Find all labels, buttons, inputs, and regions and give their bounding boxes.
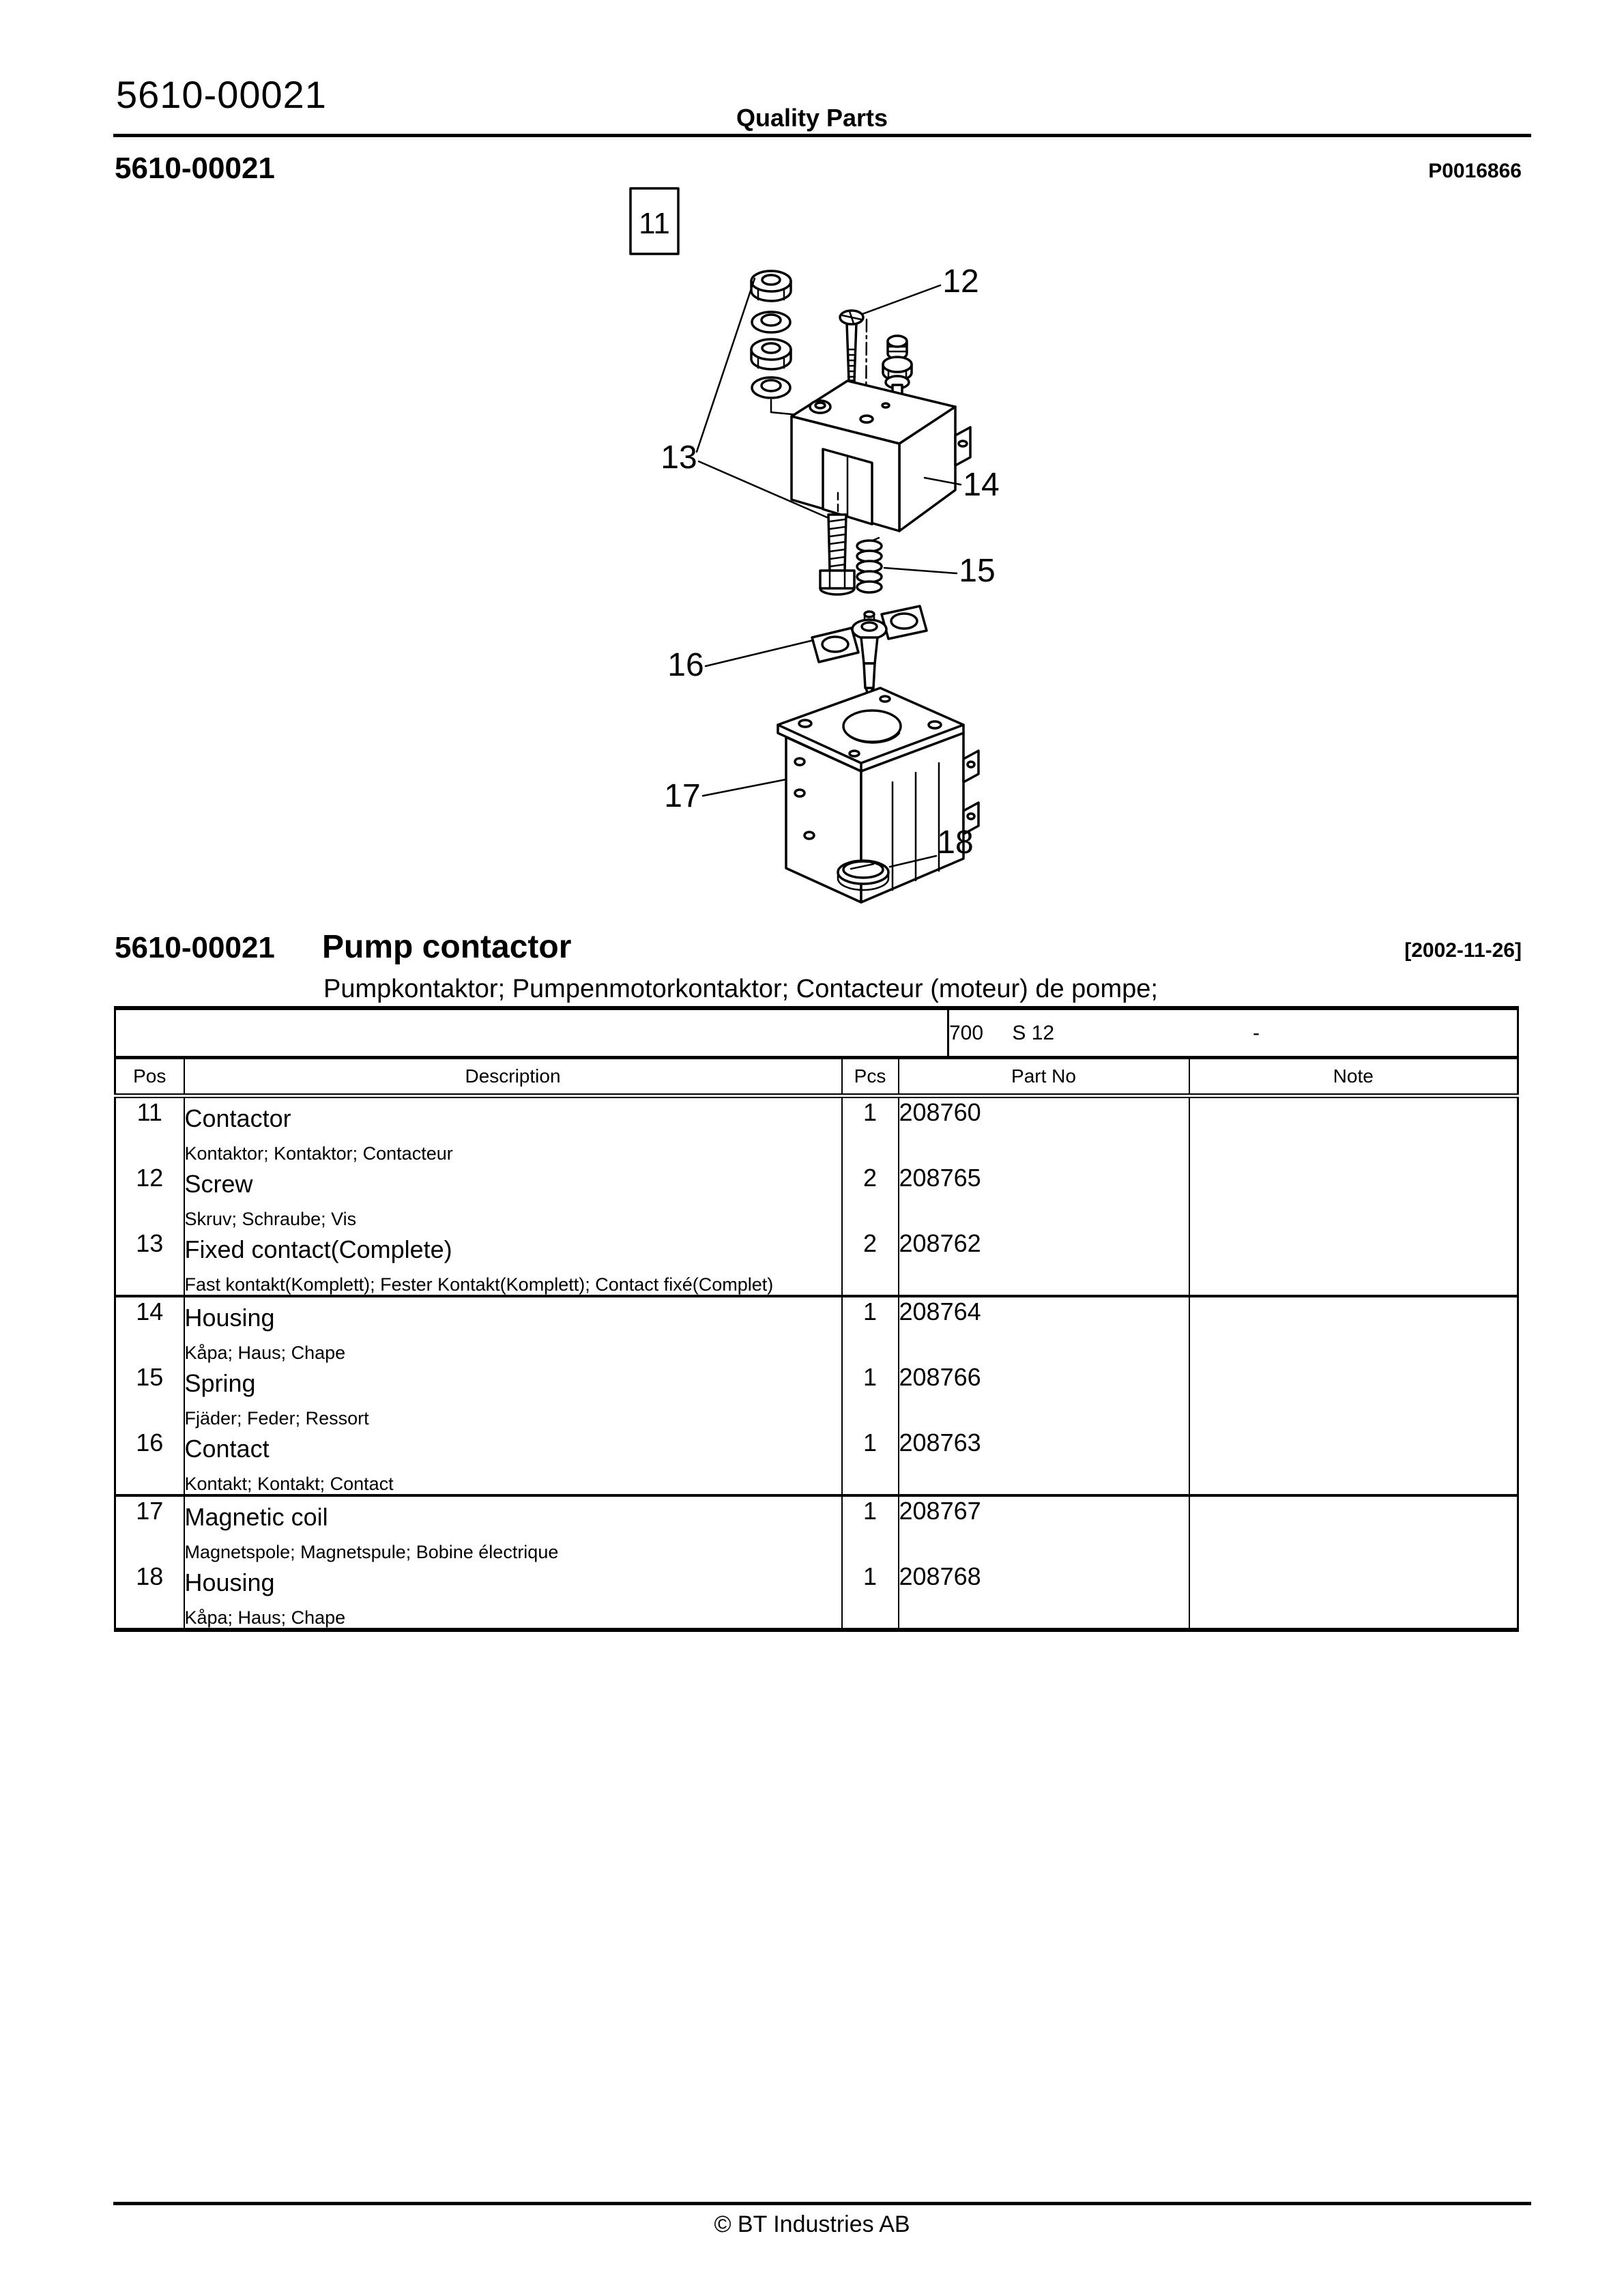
row-note <box>1189 1164 1518 1229</box>
row-description <box>184 1164 842 1229</box>
row-description-main: Screw <box>184 1170 253 1198</box>
callout-15 <box>884 553 996 589</box>
row-note <box>1189 1229 1518 1296</box>
row-part-no: 208760 <box>899 1096 1189 1164</box>
row-description <box>184 1429 842 1495</box>
table-row <box>115 1229 1518 1296</box>
table-row <box>115 1296 1518 1363</box>
row-note <box>1189 1363 1518 1429</box>
row-description-sub: Skruv; Schraube; Vis <box>184 1209 357 1229</box>
callout-12-label: 12 <box>942 263 979 300</box>
row-pcs: 1 <box>842 1363 899 1429</box>
section-title: Pump contactor <box>322 929 572 965</box>
row-description-main: Contactor <box>184 1104 291 1132</box>
model-band-empty-cell <box>115 1008 948 1058</box>
model-variant: S 12 <box>1012 1021 1055 1044</box>
exploded-diagram <box>580 177 1058 915</box>
image-reference: P0016866 <box>1428 160 1522 182</box>
row-pos: 11 <box>115 1096 184 1164</box>
row-description-main: Fixed contact(Complete) <box>184 1235 452 1263</box>
row-description-sub: Magnetspole; Magnetspule; Bobine électrique <box>184 1542 559 1562</box>
row-description-main: Housing <box>184 1304 275 1332</box>
row-part-no: 208768 <box>899 1562 1189 1630</box>
row-description-main: Contact <box>184 1435 270 1463</box>
row-pos: 13 <box>115 1229 184 1296</box>
row-part-no: 208763 <box>899 1429 1189 1495</box>
row-description <box>184 1495 842 1562</box>
row-part-no: 208762 <box>899 1229 1189 1296</box>
fixed-contact-bolt <box>820 515 854 594</box>
row-pcs: 1 <box>842 1096 899 1164</box>
row-description <box>184 1096 842 1164</box>
table-row <box>115 1562 1518 1630</box>
row-part-no: 208767 <box>899 1495 1189 1562</box>
callout-16-label: 16 <box>667 647 704 683</box>
model-band-row <box>115 1008 1518 1058</box>
parts-table-wrapper <box>114 1006 1519 1632</box>
row-pcs: 1 <box>842 1562 899 1630</box>
header-rule <box>113 134 1531 137</box>
table-header-row <box>115 1058 1518 1096</box>
row-pcs: 1 <box>842 1296 899 1363</box>
row-description <box>184 1562 842 1630</box>
column-header-description: Description <box>184 1058 842 1096</box>
row-note <box>1189 1495 1518 1562</box>
row-note <box>1189 1296 1518 1363</box>
row-description <box>184 1296 842 1363</box>
column-header-pcs: Pcs <box>842 1058 899 1096</box>
row-description-sub: Kontakt; Kontakt; Contact <box>184 1474 394 1494</box>
footer-copyright: © BT Industries AB <box>714 2211 910 2237</box>
callout-14-label: 14 <box>963 467 1000 503</box>
row-description-sub: Kontaktor; Kontaktor; Contacteur <box>184 1143 453 1164</box>
row-description-sub: Fast kontakt(Komplett); Fester Kontakt(Komplett); Contact fixé(Complet) <box>184 1274 774 1295</box>
row-pcs: 1 <box>842 1429 899 1495</box>
callout-17-label: 17 <box>664 778 701 814</box>
row-description-sub: Kåpa; Haus; Chape <box>184 1607 346 1628</box>
housing-part <box>792 381 970 531</box>
row-pos: 14 <box>115 1296 184 1363</box>
row-description-main: Housing <box>184 1568 275 1596</box>
footer-rule <box>113 2202 1531 2205</box>
row-description-sub: Kåpa; Haus; Chape <box>184 1343 346 1363</box>
header-title: Quality Parts <box>736 104 888 132</box>
row-pos: 18 <box>115 1562 184 1630</box>
column-header-part-no: Part No <box>899 1058 1189 1096</box>
row-pos: 17 <box>115 1495 184 1562</box>
parts-table <box>114 1006 1519 1632</box>
frame-label: 11 <box>639 207 670 240</box>
row-pos: 15 <box>115 1363 184 1429</box>
row-description <box>184 1363 842 1429</box>
callout-16 <box>667 640 813 683</box>
callout-17 <box>664 778 786 814</box>
model-band-cell <box>948 1008 1518 1058</box>
section-doc-number: 5610-00021 <box>115 931 275 964</box>
doc-number-bold: 5610-00021 <box>115 152 275 185</box>
row-description-sub: Fjäder; Feder; Ressort <box>184 1408 369 1429</box>
callout-13-label: 13 <box>661 440 697 476</box>
row-pcs: 1 <box>842 1495 899 1562</box>
row-description-main: Magnetic coil <box>184 1503 328 1531</box>
callout-12 <box>862 263 979 314</box>
table-row <box>115 1164 1518 1229</box>
row-part-no: 208764 <box>899 1296 1189 1363</box>
row-part-no: 208766 <box>899 1363 1189 1429</box>
section-date: [2002-11-26] <box>1404 939 1522 962</box>
callout-15-label: 15 <box>959 553 996 589</box>
row-part-no: 208765 <box>899 1164 1189 1229</box>
table-row <box>115 1363 1518 1429</box>
row-pcs: 2 <box>842 1164 899 1229</box>
section-subtitle: Pumpkontaktor; Pumpenmotorkontaktor; Contacteur (moteur) de pompe; <box>323 975 1158 1003</box>
row-note <box>1189 1429 1518 1495</box>
column-header-note: Note <box>1189 1058 1518 1096</box>
row-description <box>184 1229 842 1296</box>
column-header-pos: Pos <box>115 1058 184 1096</box>
model-code: 700 <box>949 1021 984 1044</box>
row-note <box>1189 1096 1518 1164</box>
page-doc-number: 5610-00021 <box>116 73 327 116</box>
table-row <box>115 1096 1518 1164</box>
table-row <box>115 1429 1518 1495</box>
callout-18-label: 18 <box>937 824 974 861</box>
row-pcs: 2 <box>842 1229 899 1296</box>
spring-part <box>857 538 882 592</box>
frame-box-11 <box>630 188 678 254</box>
row-pos: 16 <box>115 1429 184 1495</box>
serial-range: - <box>1253 1021 1260 1044</box>
row-description-main: Spring <box>184 1369 256 1397</box>
row-pos: 12 <box>115 1164 184 1229</box>
table-row <box>115 1495 1518 1562</box>
row-note <box>1189 1562 1518 1630</box>
